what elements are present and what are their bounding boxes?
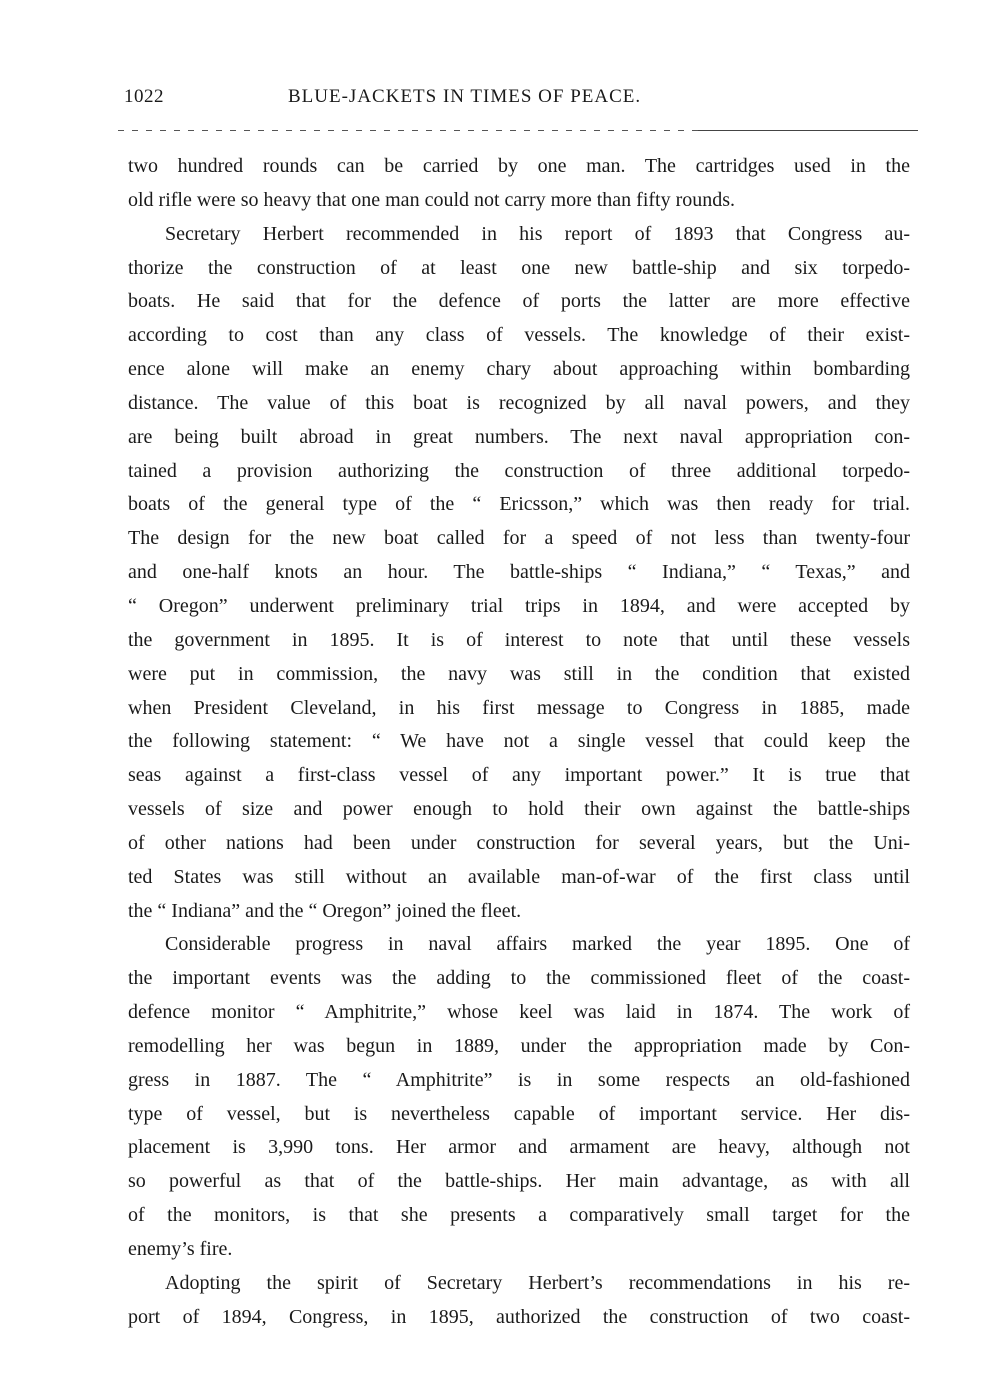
page-number: 1022 <box>124 86 164 107</box>
text-line: seas against a first-class vessel of any important power.” It is true that <box>128 764 910 787</box>
text-line: Considerable progress in naval affairs marked the year 1895. One of <box>165 933 910 956</box>
text-line: are being built abroad in great numbers. The next naval appropriation con- <box>128 425 910 448</box>
header-rule-solid <box>698 130 918 131</box>
paragraph <box>128 1267 910 1335</box>
text-line: old rifle were so heavy that one man could not carry more than fifty rounds. <box>128 188 736 211</box>
text-line: tained a provision authorizing the construction of three additional torpedo- <box>128 459 910 482</box>
paragraph <box>128 218 910 929</box>
text-line: when President Cleveland, in his first message to Congress in 1885, made <box>128 696 910 719</box>
text-line: and one-half knots an hour. The battle-ships “ Indiana,” “ Texas,” and <box>128 561 910 584</box>
text-line: The design for the new boat called for a speed of not less than twenty-four <box>128 527 910 550</box>
text-line: two hundred rounds can be carried by one man. The cartridges used in the <box>128 155 910 177</box>
body-text <box>128 150 910 1335</box>
text-line: so powerful as that of the battle-ships. Her main advantage, as with all <box>128 1170 910 1193</box>
text-line: ence alone will make an enemy chary about approaching within bombarding <box>128 358 910 381</box>
text-line: thorize the construction of at least one new battle-ship and six torpedo- <box>128 256 910 279</box>
text-line: the “ Indiana” and the “ Oregon” joined the fleet. <box>128 899 522 922</box>
text-line: of other nations had been under construction for several years, but the Uni- <box>128 831 910 854</box>
text-line: the government in 1895. It is of interest to note that until these vessels <box>128 628 910 651</box>
text-line: according to cost than any class of vessels. The knowledge of their exist- <box>128 324 910 347</box>
running-title: BLUE-JACKETS IN TIMES OF PEACE. <box>288 86 642 107</box>
text-line: distance. The value of this boat is recognized by all naval powers, and they <box>128 391 910 414</box>
book-page <box>124 82 910 1328</box>
header-rule <box>118 130 918 131</box>
paragraph <box>128 150 910 218</box>
text-line: enemy’s fire. <box>128 1238 233 1260</box>
text-line: port of 1894, Congress, in 1895, authorized the construction of two coast- <box>128 1305 910 1328</box>
text-line: remodelling her was begun in 1889, under the appropriation made by Con- <box>128 1034 910 1057</box>
text-line: Secretary Herbert recommended in his report of 1893 that Congress au- <box>165 222 910 245</box>
text-line: defence monitor “ Amphitrite,” whose keel was laid in 1874. The work of <box>128 1001 910 1024</box>
text-line: placement is 3,990 tons. Her armor and armament are heavy, although not <box>128 1136 910 1159</box>
text-line: gress in 1887. The “ Amphitrite” is in some respects an old-fashioned <box>128 1068 910 1091</box>
text-line: the important events was the adding to the commissioned fleet of the coast- <box>128 967 910 990</box>
text-line: vessels of size and power enough to hold their own against the battle-ships <box>128 798 910 821</box>
text-line: Adopting the spirit of Secretary Herbert’s recommendations in his re- <box>165 1271 910 1294</box>
text-line: of the monitors, is that she presents a comparatively small target for the <box>128 1204 910 1227</box>
text-line: the following statement: “ We have not a single vessel that could keep the <box>128 730 910 753</box>
text-line: ted States was still without an available man-of-war of the first class until <box>128 865 910 888</box>
text-line: were put in commission, the navy was still in the condition that existed <box>128 662 910 685</box>
text-line: “ Oregon” underwent preliminary trial trips in 1894, and were accepted by <box>128 594 910 617</box>
running-head <box>124 82 910 114</box>
text-line: boats of the general type of the “ Ericsson,” which was then ready for trial. <box>128 493 910 516</box>
paragraph <box>128 928 910 1266</box>
text-line: boats. He said that for the defence of ports the latter are more effective <box>128 290 910 313</box>
text-line: type of vessel, but is nevertheless capable of important service. Her dis- <box>128 1102 910 1125</box>
